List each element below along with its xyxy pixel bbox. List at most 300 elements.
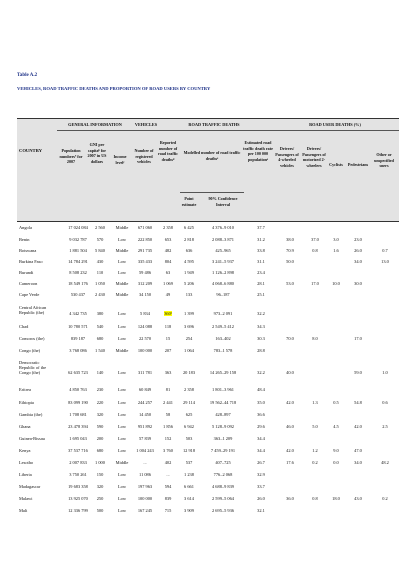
cell-gni: 200 (96, 436, 104, 441)
cell-pt: 6 661 (184, 484, 194, 489)
cell-rep: 482 (164, 248, 172, 253)
cell-income: Middle (115, 460, 129, 465)
cell-income: Middle (115, 281, 129, 286)
cell-pt: 1 064 (184, 348, 194, 353)
cell-cyc: 18.0 (332, 496, 340, 501)
cell-rate: 32.2 (257, 370, 265, 375)
cell-ped: 30.0 (354, 281, 362, 286)
cell-ped: 34.0 (354, 259, 362, 264)
cell-d2: 0.8 (312, 496, 318, 501)
cell-ped: 54.8 (354, 400, 362, 405)
cell-rate: 23.4 (257, 270, 265, 275)
cell-gni: 570 (96, 237, 104, 242)
cell-income: Middle (115, 248, 129, 253)
cell-rate: 48.4 (257, 387, 265, 392)
cell-rate: 31.2 (257, 237, 265, 242)
cell-income: Middle (115, 225, 129, 230)
column-header-other: Other or unspecified users (374, 152, 394, 169)
table-row (17, 305, 399, 323)
cell-gni: 1 540 (95, 348, 105, 353)
cell-gni: 220 (96, 400, 104, 405)
cell-d2: 1.3 (312, 400, 318, 405)
cell-rep: 804 (164, 259, 172, 264)
cell-ped: 17.0 (354, 336, 362, 341)
cell-oth: 48.2 (381, 460, 389, 465)
table-row (17, 281, 399, 292)
cell-ped: 23.0 (354, 237, 362, 242)
cell-d4: 40.0 (286, 370, 294, 375)
cell-pop: 839 187 (70, 336, 86, 341)
cell-veh: 59 486 (138, 270, 152, 275)
cell-veh: 222 850 (137, 237, 153, 242)
table-row (17, 412, 399, 424)
cell-rep: 715 (164, 508, 172, 513)
cell-rep: 1 069 (163, 281, 173, 286)
country-name: Cameroon (19, 281, 38, 286)
cell-veh: 291 735 (137, 248, 153, 253)
cell-rate: 32.9 (257, 472, 265, 477)
cell-ci: 4 688–9 839 (212, 484, 234, 489)
cell-rate: 28.8 (257, 348, 265, 353)
cell-gni: 5 840 (95, 248, 105, 253)
cell-d2: 1.2 (312, 448, 318, 453)
cell-pt: 29 114 (183, 400, 195, 405)
cell-rep: 653 (164, 237, 172, 242)
table-row (17, 348, 399, 360)
cell-veh: 244 257 (137, 400, 153, 405)
cell-income: Low (117, 336, 127, 341)
cell-pt: 6 942 (184, 424, 194, 429)
cell-veh: 167 245 (137, 508, 153, 513)
table-row (17, 436, 399, 448)
cell-pop: 18 549 176 (68, 281, 88, 286)
cell-gni: 430 (96, 259, 104, 264)
cell-pop: 17 024 084 (68, 225, 88, 230)
cell-rate: 30.3 (257, 336, 265, 341)
cell-pt: 3 909 (184, 508, 194, 513)
cell-oth: 0.7 (382, 248, 388, 253)
table-row (17, 484, 399, 496)
table-label: Table A.2 (17, 73, 38, 78)
cell-ci: 163–402 (215, 336, 231, 341)
cell-ci: 4 376–9 010 (212, 225, 234, 230)
cell-gni: 2 430 (95, 292, 105, 297)
cell-pop: 1 695 043 (69, 436, 87, 441)
cell-pt: 6 425 (184, 225, 194, 230)
cell-pt: 20 183 (182, 370, 196, 375)
cell-cyc: 9.0 (333, 448, 339, 453)
cell-ci: 19 562–44 718 (209, 400, 237, 405)
cell-pop: 19 683 358 (68, 484, 88, 489)
cell-rep: 1 856 (163, 424, 173, 429)
cell-pop: 1 708 681 (69, 412, 87, 417)
cell-pt: 1 949 (184, 270, 194, 275)
cell-rate: 33.8 (257, 248, 265, 253)
cell-gni: 1 000 (95, 460, 105, 465)
table-row (17, 424, 399, 436)
cell-veh: 671 060 (137, 225, 153, 230)
cell-rep: 152 (164, 436, 172, 441)
column-header-drivers-2wheel: Drivers/ Passengers of motorized 2-wheelers (302, 146, 326, 168)
cell-pt: 4 595 (184, 259, 194, 264)
cell-ci: 2 695–5 936 (212, 508, 234, 513)
country-name: Democratic Republic of the Congo (the) (19, 360, 47, 376)
cell-income: Low (117, 387, 127, 392)
cell-oth: 13.0 (381, 259, 389, 264)
cell-pop: 3 768 086 (69, 348, 87, 353)
table-row (17, 387, 399, 400)
cell-pop: 1 881 504 (69, 248, 87, 253)
cell-rate: 29.6 (257, 424, 265, 429)
cell-rate: 34.3 (257, 324, 265, 329)
cell-gni: 680 (96, 448, 104, 453)
cell-gni: 320 (96, 484, 104, 489)
cell-rep: ... (166, 472, 170, 477)
cell-gni: 500 (96, 508, 104, 513)
table-row (17, 324, 399, 336)
table-row (17, 448, 399, 460)
country-name: Comoros (the) (19, 336, 45, 341)
cell-gni: 230 (96, 387, 104, 392)
cell-d4: 46.0 (286, 424, 294, 429)
cell-rate: 31.1 (257, 259, 265, 264)
group-header-rule (57, 130, 399, 131)
cell-rate: 25.1 (257, 292, 265, 297)
cell-ci: 973–2 091 (213, 311, 233, 316)
cell-veh: 100 000 (137, 348, 153, 353)
column-header-reported: Reported number of road traffic deathsᵈ (157, 140, 179, 162)
cell-d4: 42.0 (286, 448, 294, 453)
cell-ci: 2 088–3 871 (212, 237, 234, 242)
table-header-bottom-rule (17, 221, 399, 222)
cell-d2: 5.0 (312, 424, 318, 429)
table-row (17, 270, 399, 281)
cell-d4: 38.0 (286, 237, 294, 242)
country-name: Botswana (19, 248, 37, 253)
cell-veh: 100 000 (137, 496, 153, 501)
cell-gni: 380 (96, 311, 104, 316)
cell-d2: 0.2 (312, 460, 318, 465)
cell-ped: 34.0 (354, 460, 362, 465)
country-name: Cape Verde (19, 292, 40, 297)
cell-pt: 5 206 (184, 281, 194, 286)
table-row (17, 400, 399, 412)
cell-veh: 335 433 (137, 259, 153, 264)
table-row (17, 460, 399, 472)
cell-veh: ... (143, 460, 147, 465)
cell-ci: 407–725 (215, 460, 231, 465)
cell-income: Low (117, 448, 127, 453)
cell-veh: 11 086 (139, 472, 151, 477)
cell-gni: 250 (96, 496, 104, 501)
cell-pt: 2 818 (184, 237, 194, 242)
cell-income: Low (117, 436, 127, 441)
cell-income: Low (117, 237, 127, 242)
cell-rep: 2 358 (163, 225, 173, 230)
country-name: Liberia (19, 472, 32, 477)
cell-rate: 34.4 (257, 436, 265, 441)
cell-gni: 110 (96, 270, 104, 275)
cell-gni: 2 560 (95, 225, 105, 230)
cell-gni: 1 050 (95, 281, 105, 286)
cell-pop: 10 780 571 (68, 324, 88, 329)
cell-ci: 2 549–5 412 (212, 324, 234, 329)
cell-pop: 14 784 291 (68, 259, 88, 264)
cell-rep: 2 441 (163, 400, 173, 405)
cell-d2: 8.0 (312, 336, 318, 341)
cell-income: Middle (115, 348, 129, 353)
cell-veh: 124 088 (137, 324, 153, 329)
cell-pop: 4 342 735 (69, 311, 87, 316)
cell-cyc: 10.0 (332, 281, 340, 286)
cell-rate: 36.6 (257, 412, 265, 417)
cell-veh: 34 150 (138, 292, 152, 297)
cell-rep: 207 (164, 348, 172, 353)
cell-veh: 1 004 243 (136, 448, 154, 453)
cell-rate: 26.7 (257, 460, 265, 465)
cell-gni: 140 (96, 370, 104, 375)
country-name: Chad (19, 324, 29, 329)
cell-d2: 37.0 (311, 237, 319, 242)
group-header-general: GENERAL INFORMATION (68, 122, 122, 127)
cell-oth: 1.0 (382, 370, 388, 375)
cell-rate: 35.0 (257, 400, 265, 405)
country-name: Kenya (19, 448, 31, 453)
cell-pt: 503 (185, 436, 193, 441)
cell-ci: 425–965 (215, 248, 231, 253)
cell-income: Low (117, 484, 127, 489)
column-header-ci: 90% Confidence Interval (208, 196, 238, 207)
column-header-country: COUNTRY (19, 148, 43, 153)
cell-ci: 1 126–2 898 (212, 270, 234, 275)
cell-rep: 81 (165, 387, 171, 392)
cell-gni: 150 (96, 472, 104, 477)
cell-ped: 43.0 (354, 496, 362, 501)
cell-income: Low (117, 370, 127, 375)
cell-ci: 4 068–6 880 (212, 281, 234, 286)
cell-pop: 37 537 716 (68, 448, 88, 453)
cell-pop: 8 508 232 (69, 270, 87, 275)
cell-oth: 2.5 (382, 424, 388, 429)
cell-ci: 7 459–29 191 (210, 448, 236, 453)
cell-rate: 32.2 (257, 311, 265, 316)
country-name: Gambia (the) (19, 412, 43, 417)
cell-pt: 3 696 (184, 324, 194, 329)
column-header-gni: GNI per capitaᵇ for 2007 in US dollars (87, 142, 107, 164)
country-name: Lesotho (19, 460, 34, 465)
cell-oth: 0.6 (382, 400, 388, 405)
table-row (17, 508, 399, 520)
cell-ci: 363–1 209 (213, 436, 233, 441)
cell-pt: 1 399 (184, 311, 194, 316)
cell-d4: 42.0 (286, 400, 294, 405)
table-row (17, 292, 399, 304)
cell-income: Low (117, 311, 127, 316)
table-top-rule (17, 118, 399, 119)
country-name: Malawi (19, 496, 33, 501)
cell-rep: 49 (165, 292, 171, 297)
cell-rep: 63 (165, 270, 171, 275)
cell-ci: 96–187 (216, 292, 230, 297)
cell-cyc: 1.6 (333, 248, 339, 253)
cell-income: Low (117, 270, 127, 275)
country-name: Guinea-Bissau (19, 436, 45, 441)
cell-veh: 14 450 (138, 412, 152, 417)
cell-pop: 13 925 070 (68, 496, 88, 501)
column-header-population: Population numbersª for 2007 (59, 148, 83, 165)
cell-veh: 22 570 (138, 336, 152, 341)
cell-rate: 28.1 (257, 281, 265, 286)
cell-d4: 53.0 (286, 281, 294, 286)
cell-rate: 34.4 (257, 448, 265, 453)
cell-rep: 839 (164, 496, 172, 501)
cell-ci: 428–897 (215, 412, 231, 417)
cell-income: Low (117, 324, 127, 329)
cell-veh: 57 839 (138, 436, 152, 441)
cell-pop: 530 437 (70, 292, 86, 297)
column-header-rate: Estimated road traffic death rate per 100 000 populationᵉ (243, 140, 273, 162)
cell-gni: 320 (96, 412, 104, 417)
cell-d4: 36.0 (286, 496, 294, 501)
cell-gni: 590 (96, 424, 104, 429)
column-header-pedestrians: Pedestrians (347, 162, 369, 167)
cell-pop: 9 032 787 (69, 237, 87, 242)
cell-ci: 5 128–9 092 (212, 424, 234, 429)
table-title: VEHICLES, ROAD TRAFFIC DEATHS AND PROPORTION OF ROAD USERS BY COUNTRY (17, 86, 211, 91)
cell-rep: 3 760 (163, 448, 173, 453)
column-header-modelled: Modelled number of road traffic deathsᵉ (183, 150, 241, 161)
cell-pop: 2 007 833 (69, 460, 87, 465)
cell-ped: 26.0 (354, 248, 362, 253)
cell-rate: 26.0 (257, 496, 265, 501)
table-row (17, 336, 399, 348)
cell-ci: 783–1 578 (213, 348, 233, 353)
cell-income: Low (117, 400, 127, 405)
cell-pop: 4 850 763 (69, 387, 87, 392)
group-header-vehicles: VEHICLES (134, 122, 158, 127)
cell-rep: 15 (165, 336, 171, 341)
table-row (17, 225, 399, 236)
cell-pop: 3 750 261 (69, 472, 87, 477)
table-row (17, 259, 399, 270)
cell-pt: 3 614 (184, 496, 194, 501)
column-header-income: Income levelᶜ (113, 154, 127, 165)
cell-pt: 133 (185, 292, 193, 297)
cell-rep: 363 (164, 370, 172, 375)
cell-veh: 197 963 (137, 484, 153, 489)
cell-pt: 1 238 (184, 472, 194, 477)
cell-veh: 951 892 (137, 424, 153, 429)
country-name: Madagascar (19, 484, 41, 489)
table-row (17, 237, 399, 248)
cell-cyc: 0.5 (333, 400, 339, 405)
cell-gni: 680 (96, 336, 104, 341)
cell-veh: 60 849 (138, 387, 152, 392)
cell-cyc: 4.5 (333, 424, 339, 429)
cell-pt: 537 (185, 460, 193, 465)
table-row (17, 248, 399, 259)
cell-rep: 118 (164, 324, 172, 329)
country-name: Mali (19, 508, 28, 513)
country-name: Angola (19, 225, 32, 230)
cell-d2: 0.8 (312, 248, 318, 253)
cell-ci: 3 241–5 937 (212, 259, 234, 264)
cell-income: Low (117, 424, 127, 429)
country-name: Central African Republic (the) (19, 305, 47, 316)
country-name: Ethiopia (19, 400, 34, 405)
country-name: Burundi (19, 270, 34, 275)
cell-pt: 625 (185, 412, 193, 417)
cell-rep: 58 (165, 412, 171, 417)
table-row (17, 496, 399, 508)
country-name: Ghana (19, 424, 31, 429)
cell-income: Low (117, 259, 127, 264)
cell-d4: 70.0 (286, 336, 294, 341)
cell-rep: 594 (164, 484, 172, 489)
column-header-cyclists: Cyclists (329, 162, 343, 167)
cell-pop: 23 478 394 (68, 424, 88, 429)
column-header-drivers-4wheel: Drivers/ Passengers of 4-wheeled vehicles (275, 146, 299, 168)
cell-veh: 311 781 (137, 370, 153, 375)
cell-rate: 33.7 (257, 484, 265, 489)
cell-rate: 37.7 (257, 225, 265, 230)
cell-gni: 540 (96, 324, 104, 329)
country-name: Burkina Faso (19, 259, 43, 264)
country-name: Benin (19, 237, 30, 242)
country-name: Eritrea (19, 387, 31, 392)
cell-ci: 14 265–29 158 (209, 370, 237, 375)
cell-cyc: 3.0 (333, 237, 339, 242)
cell-pop: 83 099 190 (68, 400, 88, 405)
table-row (17, 472, 399, 484)
cell-d4: 70.9 (286, 248, 294, 253)
cell-ci: 776–2 068 (213, 472, 233, 477)
cell-ped: 42.0 (354, 424, 362, 429)
group-header-deaths: ROAD TRAFFIC DEATHS (188, 122, 240, 127)
modelled-subheader-rule (180, 192, 244, 193)
cell-ci: 2 599–5 064 (212, 496, 234, 501)
cell-pt: 12 918 (182, 448, 196, 453)
column-header-vehicles: Number of registered vehicles (134, 148, 154, 165)
cell-veh: 5 834 (140, 311, 150, 316)
cell-pt: 636 (185, 248, 193, 253)
cell-income: Middle (115, 292, 129, 297)
cell-pop: 12 336 799 (68, 508, 88, 513)
cell-cyc: 0.0 (333, 460, 339, 465)
column-header-point: Point estimate (181, 196, 197, 207)
cell-ped: 59.0 (354, 370, 362, 375)
cell-ci: 1 801–3 961 (212, 387, 234, 392)
cell-pt: 254 (185, 336, 193, 341)
group-header-road-user: ROAD USER DEATHS (%) (309, 122, 361, 127)
cell-income: Low (117, 508, 127, 513)
cell-ped: 47.0 (354, 448, 362, 453)
highlight-reported-deaths: 360ᶠ (164, 311, 172, 316)
cell-pop: 62 635 723 (68, 370, 88, 375)
cell-pt: 2 358 (184, 387, 194, 392)
table-row (17, 360, 399, 386)
cell-rate: 32.1 (257, 508, 265, 513)
cell-income: Low (117, 496, 127, 501)
cell-rep (157, 311, 179, 316)
cell-d4: 50.0 (286, 259, 294, 264)
cell-income: Low (117, 412, 127, 417)
cell-d4: 17.6 (286, 460, 294, 465)
cell-d2: 17.0 (311, 281, 319, 286)
cell-veh: 312 209 (137, 281, 153, 286)
cell-oth: 0.2 (382, 496, 388, 501)
cell-rep: 402 (164, 460, 172, 465)
